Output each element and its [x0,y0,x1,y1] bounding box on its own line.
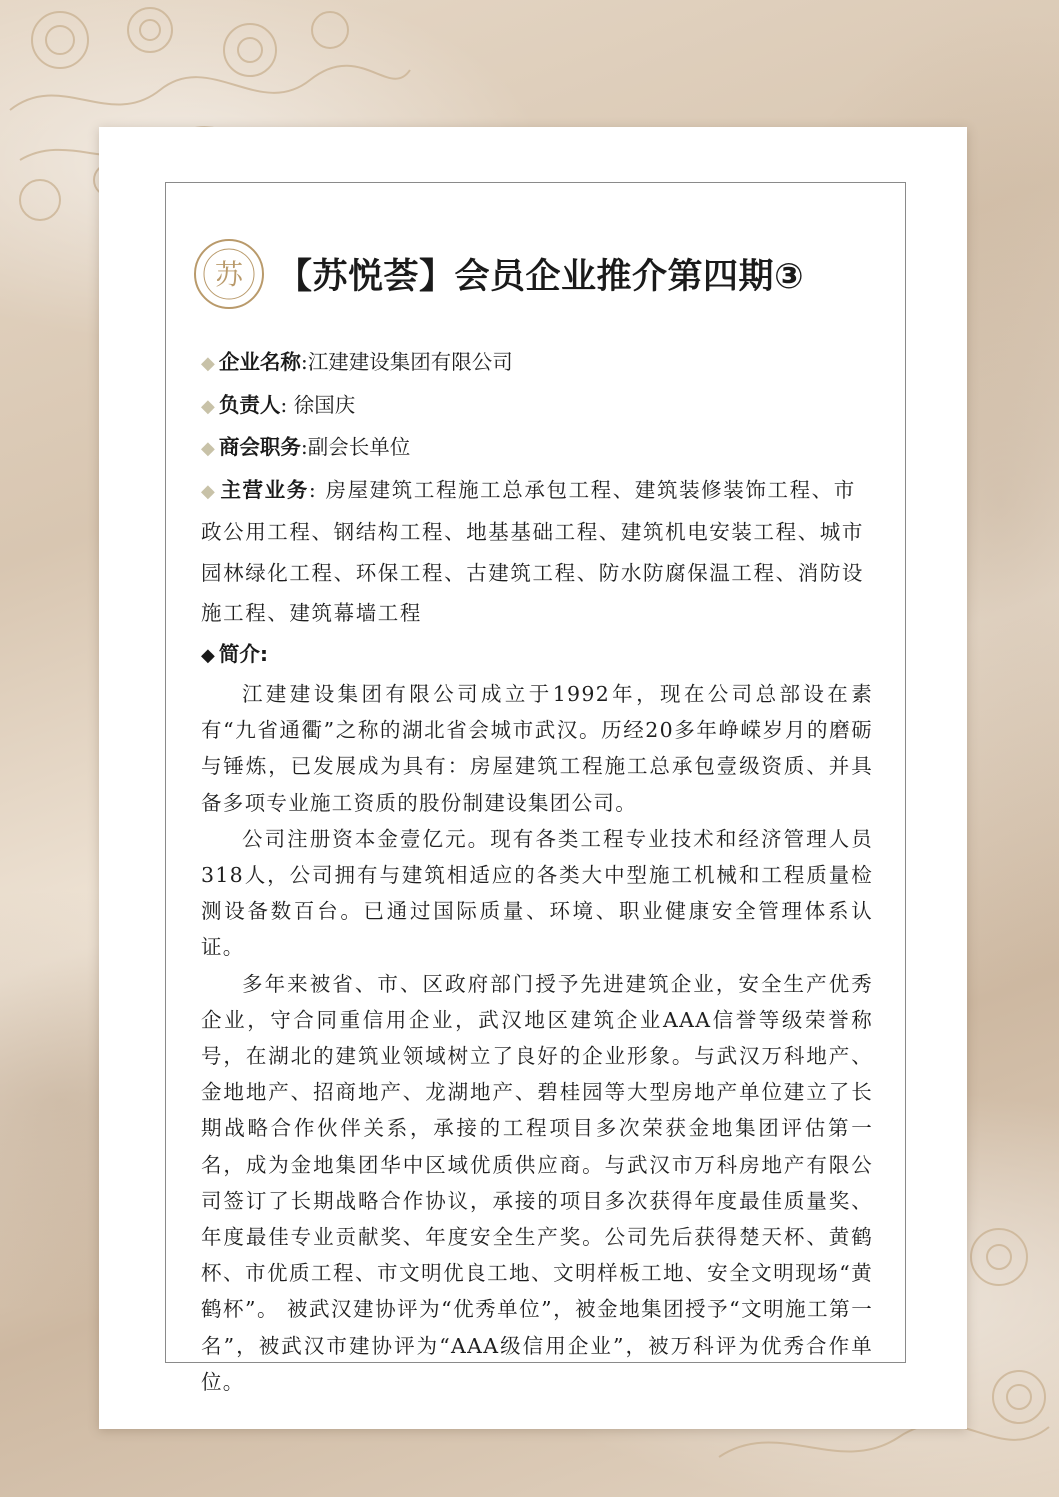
company-name-value: :江建建设集团有限公司 [300,350,513,374]
intro-paragraph-2: 公司注册资本金壹亿元。现有各类工程专业技术和经济管理人员318人，公司拥有与建筑相适应的各类大中型施工机械和工程质量检测设备数百台。已通过国际质量、环境、职业健康安全管理体系认证。 [201,826,873,960]
diamond-bullet-icon: ◆ [201,353,215,374]
field-main-business [201,470,873,634]
svg-text:苏: 苏 [214,258,244,291]
chamber-seal-logo-icon [193,238,265,310]
field-chamber-position [201,427,873,470]
company-name-label: 企业名称 [218,350,301,374]
company-profile [201,342,873,1400]
introduction-label: 简介: [218,641,269,666]
position-label: 商会职务 [218,435,301,459]
business-label: 主营业务 [220,477,309,502]
field-introduction [201,634,873,677]
diamond-bullet-icon: ◆ [201,395,215,417]
intro-paragraph-1: 江建建设集团有限公司成立于1992年，现在公司总部设在素有“九省通衢”之称的湖北省会城市武汉。历经20多年峥嵘岁月的磨砺与锤炼，已发展成为具有：房屋建筑工程施工总承包壹级资质、并具备多项专业施工资质的股份制建设集团公司。 [201,682,873,815]
intro-paragraph-3: 多年来被省、市、区政府部门授予先进建筑企业，安全生产优秀企业，守合同重信用企业，武汉地区建筑企业AAA信誉等级荣誉称号，在湖北的建筑业领域树立了良好的企业形象。与武汉万科地产、金地地产、招商地产、龙湖地产、碧桂园等大型房地产单位建立了长期战略合作伙伴关系，承接的工程项目多次荣获金地集团评估第一名，成为金地集团华中区域优质供应商。与武汉市万科房地产有限公司签订了长期战略合作协议，承接的项目多次获得年度最佳质量奖、年度最佳专业贡献奖、年度安全生产奖。公司先后获得楚天杯、黄鹤杯、市优质工程、市文明优良工地、文明样板工地、安全文明现场“黄鹤杯”。 被武汉建协评为“优秀单位”，被金地集团授予“文明施工第一名”，被武汉市建协评为“AAA级信用企业”，被万科评为优秀合作单位。 [201,971,873,1394]
person-label: 负责人 [218,392,281,417]
content-card [99,127,967,1429]
field-company-name [201,342,873,385]
diamond-bullet-icon: ◆ [201,644,215,666]
page-title: 【苏悦荟】会员企业推介第四期③ [277,257,805,297]
diamond-bullet-icon: ◆ [201,438,215,459]
field-person-in-charge [201,385,873,428]
header [193,234,804,314]
diamond-bullet-icon: ◆ [201,480,217,502]
position-value: :副会长单位 [300,435,411,459]
business-value: : 房屋建筑工程施工总承包工程、建筑装修装饰工程、市政公用工程、钢结构工程、地基基础工程、建筑机电安装工程、城市园林绿化工程、环保工程、古建筑工程、防水防腐保温工程、消防设施工程、建筑幕墙工程 [201,477,864,625]
person-value: : 徐国庆 [280,392,356,417]
